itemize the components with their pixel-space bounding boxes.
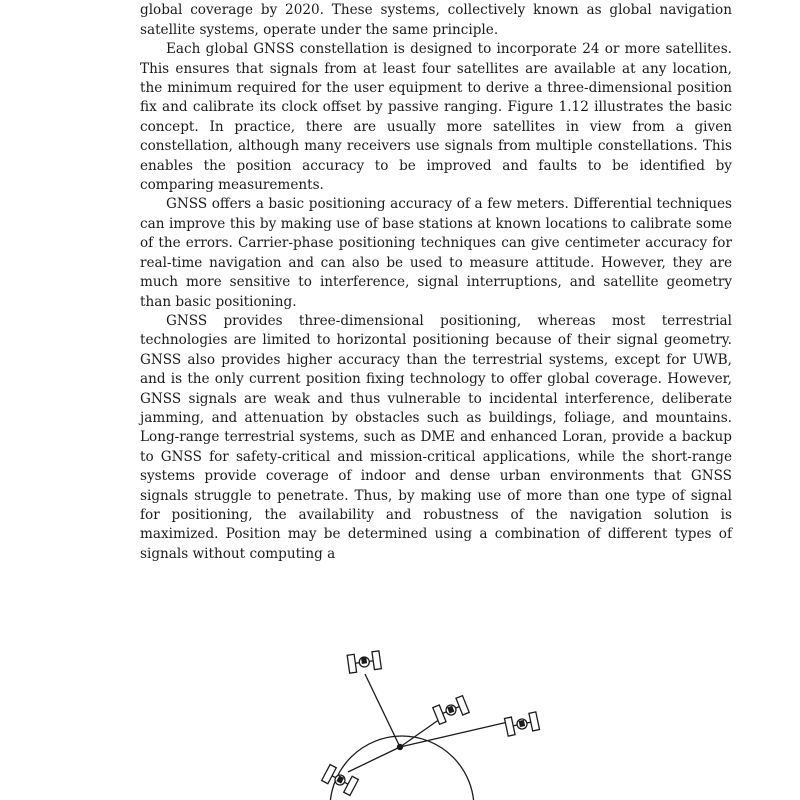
range-line [348, 747, 400, 772]
range-line [365, 674, 400, 747]
body-text [140, 0, 732, 564]
paragraph-3: GNSS offers a basic positioning accuracy of a few meters. Differential techniques can improve this by making use of base stations at known locations to calibrate some of the errors. Carrier-phase positioning techniques can give centimeter accuracy for real-time navigation and can also be used to measure attitude. However, they are much more sensitive to interference, signal interruptions, and satellite geometry than basic positioning. [140, 196, 732, 310]
range-line [400, 722, 508, 747]
paragraph-1: global coverage by 2020. These systems, collectively known as global navigation satellite systems, operate under the same principle. [140, 2, 732, 38]
gnss-figure-svg [300, 630, 570, 800]
gnss-concept-figure [300, 630, 570, 800]
paragraph-4: GNSS provides three-dimensional positioning, whereas most terrestrial technologies are limited to horizontal positioning because of their signal geometry. GNSS also provides higher accuracy than the terrestrial systems, except for UWB, and is the only current position fixing technology to offer global coverage. However, GNSS signals are weak and thus vulnerable to incidental interference, deliberate jamming, and attenuation by obstacles such as buildings, foliage, and mountains. Long-range terrestrial systems, such as DME and enhanced Loran, provide a backup to GNSS for safety-critical and mission-critical applications, while the short-range systems provide coverage of indoor and dense urban environments that GNSS signals struggle to penetrate. Thus, by making use of more than one type of signal for positioning, the availability and robustness of the navigation solution is maximized. Position may be determined using a combination of different types of signals without computing a [140, 312, 732, 562]
paragraph-2: Each global GNSS constellation is designed to incorporate 24 or more satellites. This ensures that signals from at least four satellites are available at any location, the minimum required for the user equipment to derive a three-dimensional position fix and calibrate its clock offset by passive ranging. Figure 1.12 illustrates the basic concept. In practice, there are usually more satellites in view from a given constellation, although many receivers use signals from multiple constellations. This enables the position accuracy to be improved and faults to be identified by comparing measurements. [140, 41, 732, 194]
satellite-icon [433, 696, 469, 725]
user-position-dot-icon [397, 744, 403, 750]
satellite-icon [504, 712, 539, 736]
satellite-icon [347, 651, 381, 673]
